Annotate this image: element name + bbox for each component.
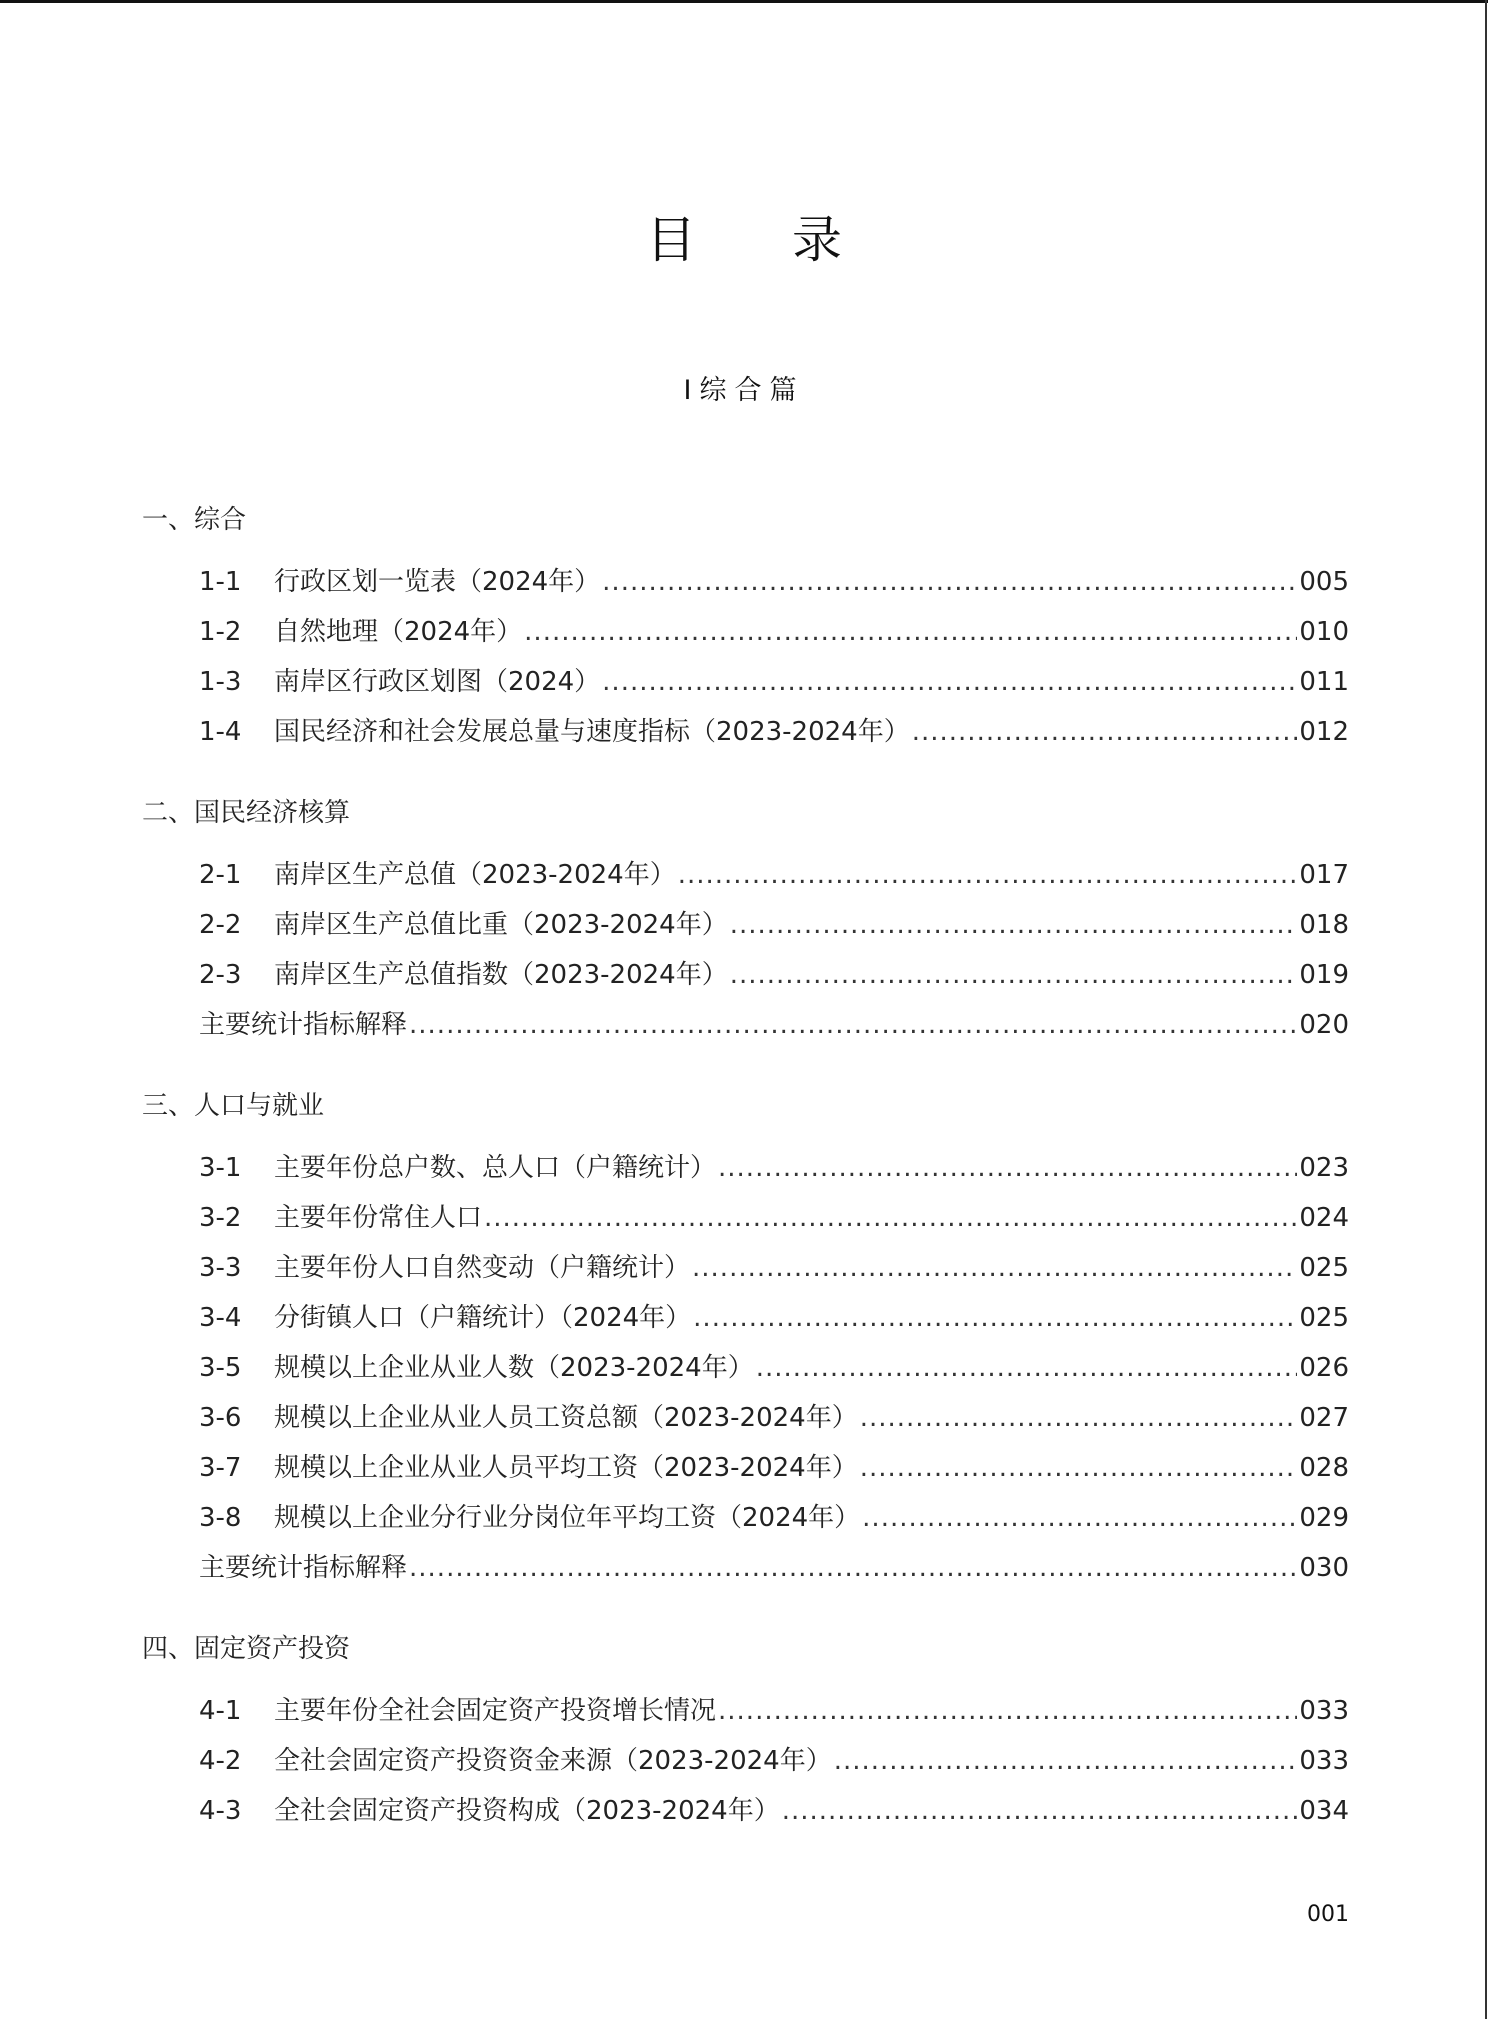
toc-section [142,500,1349,757]
toc-entry[interactable] [142,1343,1349,1393]
entry-title: 主要年份人口自然变动（户籍统计） [274,1253,691,1283]
dot-leader [730,900,1298,950]
dot-leader [602,557,1297,607]
toc-entry[interactable] [142,850,1349,900]
entry-title: 南岸区生产总值指数（2023-2024年） [274,960,728,990]
page-number: 001 [1307,1902,1349,1927]
entry-number: 4-1 [199,1696,242,1726]
dot-leader [860,1393,1298,1443]
toc-entry[interactable] [142,1786,1349,1836]
entry-number: 3-4 [199,1303,242,1333]
toc-section [142,1629,1349,1836]
section-heading: 四、固定资产投资 [142,1634,351,1664]
entry-number: 2-3 [199,960,242,990]
entry-title: 行政区划一览表（2024年） [274,567,601,597]
entry-title: 规模以上企业分行业分岗位年平均工资（2024年） [274,1503,861,1533]
entry-number: 3-6 [199,1403,242,1433]
toc-entry[interactable] [142,950,1349,1000]
entry-page: 011 [1299,667,1349,697]
entry-title: 主要年份总户数、总人口（户籍统计） [274,1153,717,1183]
entry-title: 南岸区行政区划图（2024） [274,667,601,697]
page-title: 目 录 [646,211,882,269]
toc-entry[interactable] [142,1543,1349,1593]
toc-entry[interactable] [142,657,1349,707]
dot-leader [718,1143,1297,1193]
toc-entry[interactable] [142,1143,1349,1193]
dot-leader [409,1000,1297,1050]
entry-page: 028 [1299,1453,1349,1483]
entry-title: 自然地理（2024年） [274,617,523,647]
toc-entry[interactable] [142,1293,1349,1343]
entry-page: 034 [1299,1796,1349,1826]
entry-number: 3-3 [199,1253,242,1283]
entry-page: 026 [1299,1353,1349,1383]
entry-page: 023 [1299,1153,1349,1183]
dot-leader [912,707,1298,757]
entry-title: 主要年份全社会固定资产投资增长情况 [274,1696,717,1726]
dot-leader [484,1193,1297,1243]
entry-number: 3-8 [199,1503,242,1533]
dot-leader [860,1443,1298,1493]
entry-number: 1-2 [199,617,242,647]
entry-number: 3-2 [199,1203,242,1233]
entry-page: 005 [1299,567,1349,597]
dot-leader [678,850,1298,900]
toc-entry[interactable] [142,607,1349,657]
toc-entry[interactable] [142,1443,1349,1493]
entry-number: 3-1 [199,1153,242,1183]
entry-number: 4-2 [199,1746,242,1776]
entry-number: 1-4 [199,717,242,747]
entry-page: 029 [1299,1503,1349,1533]
dot-leader [782,1786,1298,1836]
dot-leader [756,1343,1298,1393]
part-heading: Ⅰ综合篇 [683,375,805,406]
entry-number: 2-2 [199,910,242,940]
entry-page: 024 [1299,1203,1349,1233]
top-border [0,0,1488,3]
dot-leader [730,950,1298,1000]
section-heading: 三、人口与就业 [142,1091,325,1121]
entry-title: 主要统计指标解释 [199,1010,408,1040]
toc-section [142,793,1349,1050]
toc-entry[interactable] [142,1000,1349,1050]
entry-title: 规模以上企业从业人数（2023-2024年） [274,1353,754,1383]
toc-entry[interactable] [142,1393,1349,1443]
entry-page: 017 [1299,860,1349,890]
entry-title: 主要年份常住人口 [274,1203,483,1233]
dot-leader [524,607,1297,657]
entry-number: 4-3 [199,1796,242,1826]
toc-entry[interactable] [142,707,1349,757]
toc-entry[interactable] [142,1243,1349,1293]
toc-entry[interactable] [142,557,1349,607]
entry-page: 010 [1299,617,1349,647]
toc-entry[interactable] [142,1193,1349,1243]
dot-leader [718,1686,1297,1736]
dot-leader [862,1493,1297,1543]
entry-number: 2-1 [199,860,242,890]
dot-leader [409,1543,1297,1593]
entry-number: 1-3 [199,667,242,697]
right-border [1485,0,1487,2019]
entry-number: 3-5 [199,1353,242,1383]
toc-entry[interactable] [142,1686,1349,1736]
entry-page: 027 [1299,1403,1349,1433]
entry-title: 主要统计指标解释 [199,1553,408,1583]
entry-page: 030 [1299,1553,1349,1583]
dot-leader [692,1243,1297,1293]
toc-entry[interactable] [142,900,1349,950]
entry-title: 规模以上企业从业人员平均工资（2023-2024年） [274,1453,858,1483]
dot-leader [834,1736,1298,1786]
entry-title: 分街镇人口（户籍统计）（2024年） [274,1303,692,1333]
entry-page: 025 [1299,1303,1349,1333]
entry-title: 全社会固定资产投资资金来源（2023-2024年） [274,1746,832,1776]
entry-title: 南岸区生产总值比重（2023-2024年） [274,910,728,940]
entry-number: 1-1 [199,567,242,597]
entry-page: 033 [1299,1746,1349,1776]
entry-page: 033 [1299,1696,1349,1726]
section-heading: 二、国民经济核算 [142,798,351,828]
entry-page: 020 [1299,1010,1349,1040]
entry-page: 012 [1299,717,1349,747]
table-of-contents [142,500,1349,1872]
toc-entry[interactable] [142,1736,1349,1786]
entry-number: 3-7 [199,1453,242,1483]
entry-title: 国民经济和社会发展总量与速度指标（2023-2024年） [274,717,910,747]
entry-title: 南岸区生产总值（2023-2024年） [274,860,676,890]
toc-entry[interactable] [142,1493,1349,1543]
entry-title: 全社会固定资产投资构成（2023-2024年） [274,1796,780,1826]
entry-title: 规模以上企业从业人员工资总额（2023-2024年） [274,1403,858,1433]
dot-leader [693,1293,1297,1343]
toc-section [142,1086,1349,1593]
section-heading: 一、综合 [142,505,247,535]
dot-leader [602,657,1297,707]
entry-page: 018 [1299,910,1349,940]
entry-page: 025 [1299,1253,1349,1283]
entry-page: 019 [1299,960,1349,990]
